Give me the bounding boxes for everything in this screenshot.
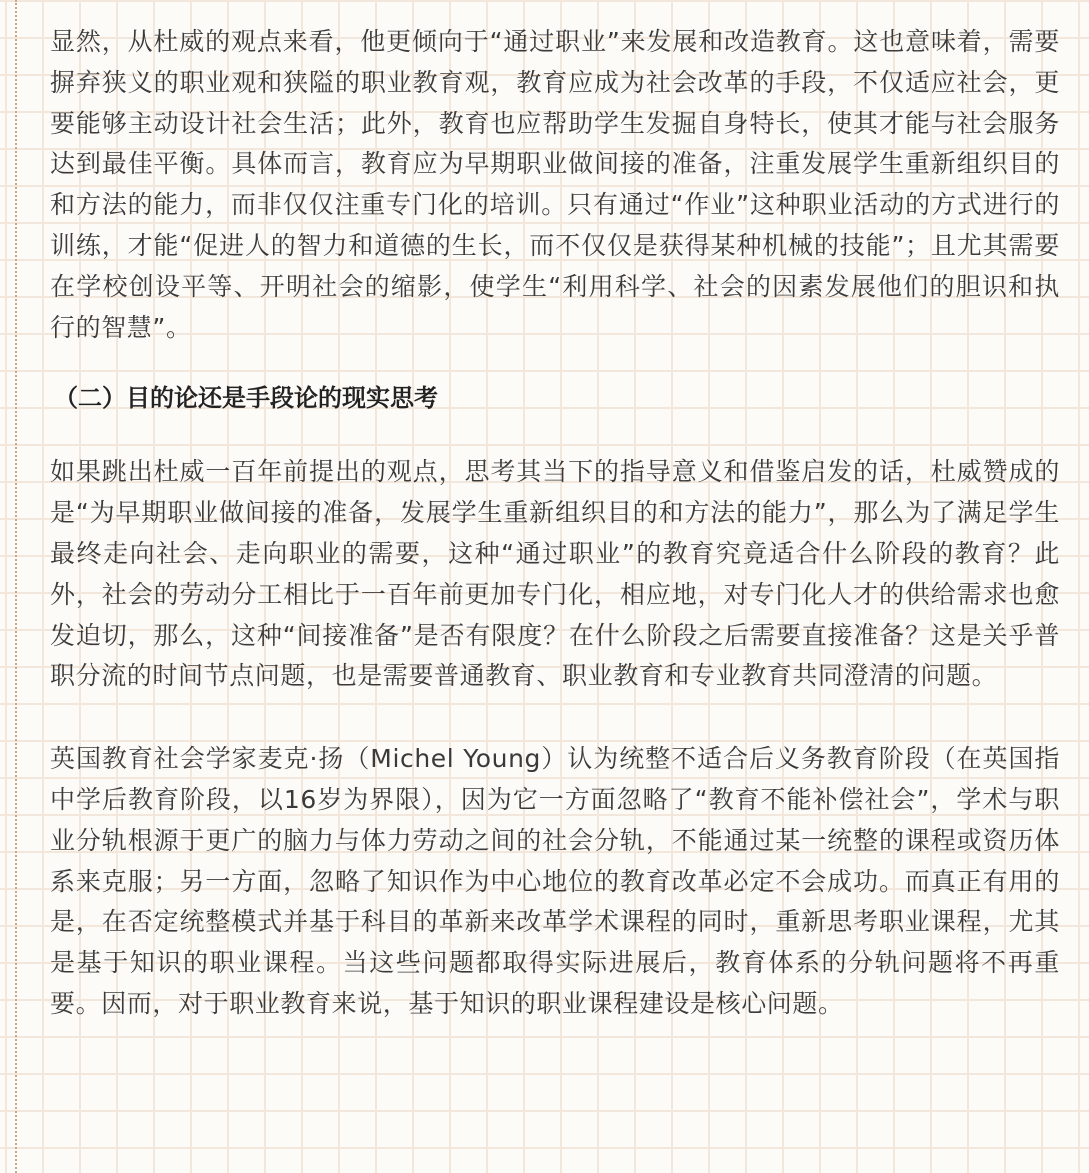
section-heading-2: （二）目的论还是手段论的现实思考: [54, 384, 438, 413]
article-body: [50, 22, 1060, 1025]
paragraph-practical-thinking: 如果跳出杜威一百年前提出的观点，思考其当下的指导意义和借鉴启发的话，杜威赞成的是“为早期职业做间接的准备，发展学生重新组织目的和方法的能力”，那么为了满足学生最终走向社会、走向职业的需要，这种“通过职业”的教育究竟适合什么阶段的教育？此外，社会的劳动分工相比于一百年前更加专门化，相应地，对专门化人才的供给需求也愈发迫切，那么，这种“间接准备”是否有限度？在什么阶段之后需要直接准备？这是关乎普职分流的时间节点问题，也是需要普通教育、职业教育和专业教育共同澄清的问题。: [50, 457, 1060, 691]
page-left-dotted-border: [15, 0, 17, 1173]
paragraph-dewey-vocation: 显然，从杜威的观点来看，他更倾向于“通过职业”来发展和改造教育。这也意味着，需要摒弃狭义的职业观和狭隘的职业教育观，教育应成为社会改革的手段，不仅适应社会，更要能够主动设计社会生活；此外，教育也应帮助学生发掘自身特长，使其才能与社会服务达到最佳平衡。具体而言，教育应为早期职业做间接的准备，注重发展学生重新组织目的和方法的能力，而非仅仅注重专门化的培训。只有通过“作业”这种职业活动的方式进行的训练，才能“促进人的智力和道德的生长，而不仅仅是获得某种机械的技能”；且尤其需要在学校创设平等、开明社会的缩影，使学生“利用科学、社会的因素发展他们的胆识和执行的智慧”。: [50, 27, 1060, 342]
paragraph-michael-young: 英国教育社会学家麦克·扬（Michel Young）认为统整不适合后义务教育阶段（在英国指中学后教育阶段，以16岁为界限），因为它一方面忽略了“教育不能补偿社会”，学术与职业分轨根源于更广的脑力与体力劳动之间的社会分轨，不能通过某一统整的课程或资历体系来克服；另一方面，忽略了知识作为中心地位的教育改革必定不会成功。而真正有用的是，在否定统整模式并基于科目的革新来改革学术课程的同时，重新思考职业课程，尤其是基于知识的职业课程。当这些问题都取得实际进展后，教育体系的分轨问题将不再重要。因而，对于职业教育来说，基于知识的职业课程建设是核心问题。: [50, 744, 1060, 1018]
